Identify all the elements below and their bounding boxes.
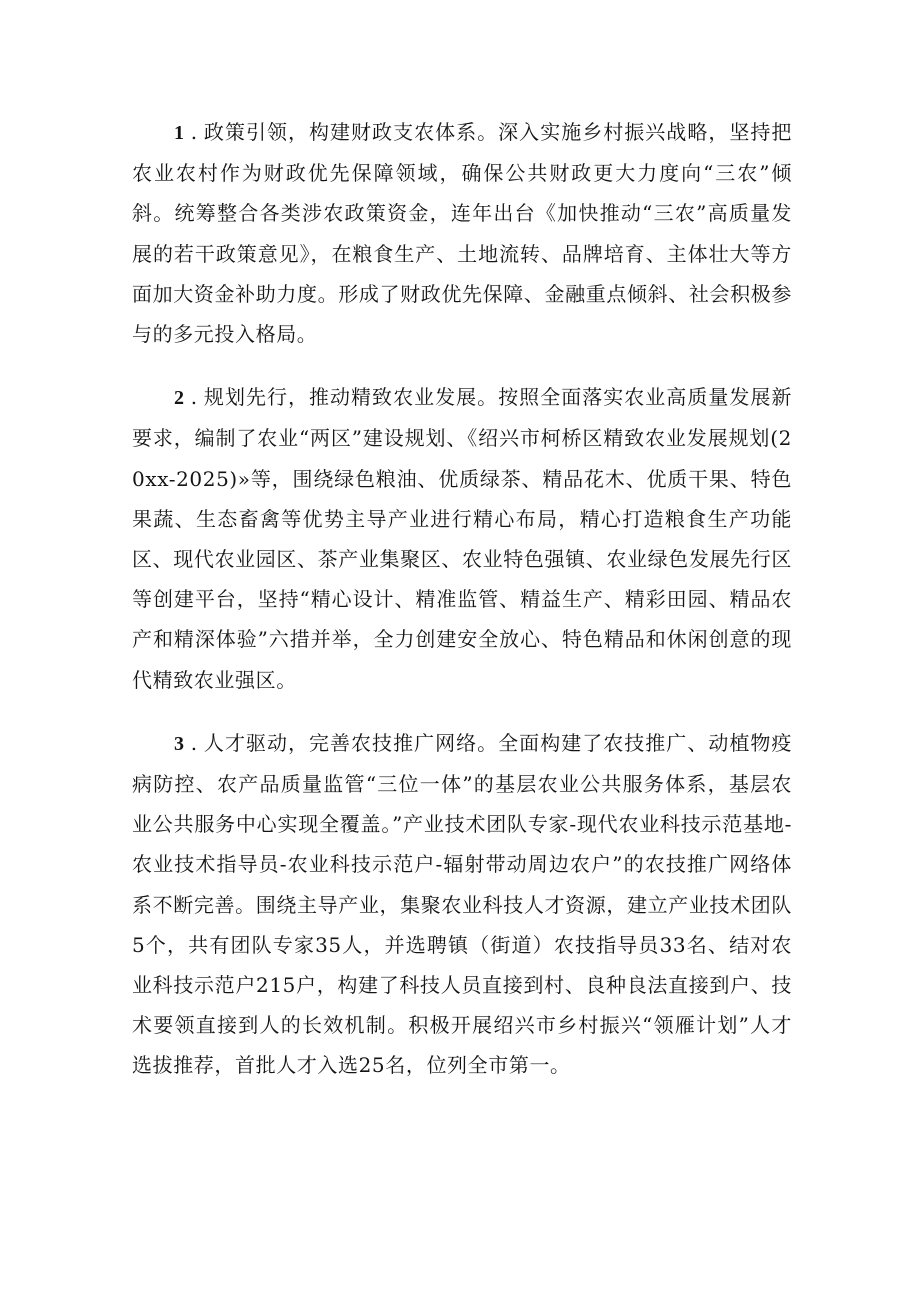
paragraph-text: 规划先行，推动精致农业发展。按照全面落实农业高质量发展新要求，编制了农业“两区”建设规划、《绍兴市柯桥区精致农业发展规划(20xx-2025)»等，围绕绿色粮油、优质绿茶、精品花木、优质干果、特色果蔬、生态畜禽等优势主导产业进行精心布局，精心打造粮食生产功能区、现代农业园区、茶产业集聚区、农业特色强镇、农业绿色发展先行区等创建平台，坚持“精心设计、精准监管、精益生产、精彩田园、精品农产和精深体验”六措并举，全力创建安全放心、特色精品和休闲创意的现代精致农业强区。 [132,385,792,692]
paragraph-number-separator: . [184,730,204,755]
paragraph-3 [132,723,792,1086]
paragraph-number-separator: . [184,385,204,410]
paragraph-number: 1 [174,122,184,144]
paragraph-text: 政策引领，构建财政支农体系。深入实施乡村振兴战略，坚持把农业农村作为财政优先保障领域，确保公共财政更大力度向“三农”倾斜。统筹整合各类涉农政策资金，连年出台《加快推动“三农”高质量发展的若干政策意见》，在粮食生产、土地流转、品牌培育、主体壮大等方面加大资金补助力度。形成了财政优先保障、金融重点倾斜、社会积极参与的多元投入格局。 [132,120,792,347]
document-body [132,112,792,1109]
paragraph-1 [132,112,792,354]
paragraph-number: 3 [174,732,184,755]
paragraph-text: 人才驱动，完善农技推广网络。全面构建了农技推广、动植物疫病防控、农产品质量监管“三位一体”的基层农业公共服务体系，基层农业公共服务中心实现全覆盖。”产业技术团队专家-现代农业科技示范基地-农业技术指导员-农业科技示范户-辐射带动周边农户”的农技推广网络体系不断完善。围绕主导产业，集聚农业科技人才资源，建立产业技术团队5个，共有团队专家35人，并选聘镇（街道）农技指导员33名、结对农业科技示范户215户，构建了科技人员直接到村、良种良法直接到户、技术要领直接到人的长效机制。积极开展绍兴市乡村振兴“领雁计划”人才选拔推荐，首批人才入选25名，位列全市第一。 [132,730,792,1078]
paragraph-number: 2 [174,387,184,410]
paragraph-2 [132,377,792,700]
paragraph-number-separator: . [184,120,204,144]
